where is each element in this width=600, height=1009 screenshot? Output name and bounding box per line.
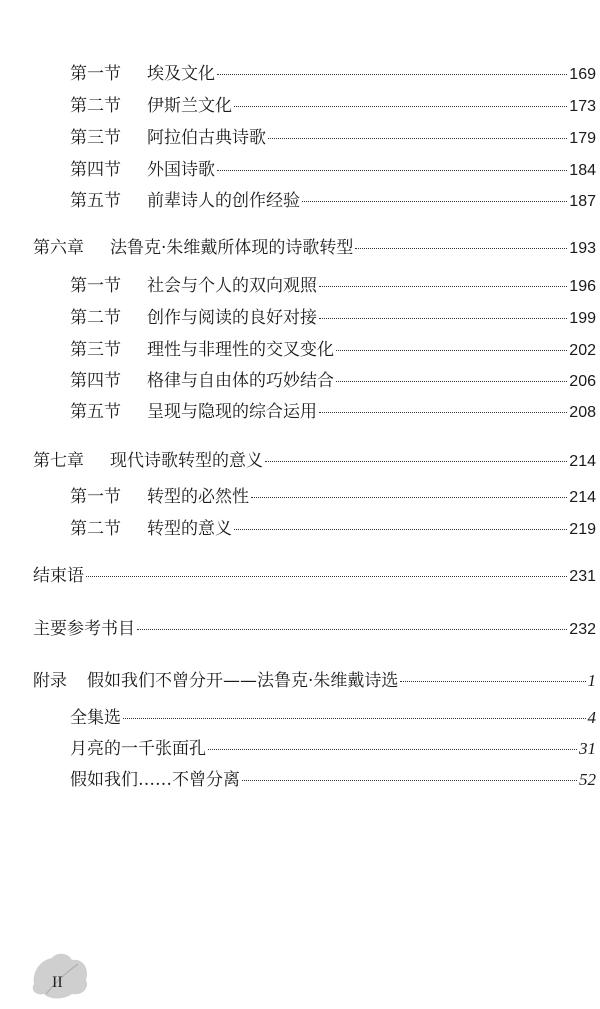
dot-leader [123, 718, 586, 719]
section-title: 转型的意义 [147, 519, 232, 539]
dot-leader [355, 248, 567, 249]
appendix-item-title: 假如我们……不曾分离 [70, 770, 240, 790]
section-label: 第一节 [70, 276, 121, 296]
dot-leader [265, 461, 567, 462]
toc-entry[interactable] [70, 96, 596, 117]
section-title: 前辈诗人的创作经验 [147, 191, 300, 211]
chapter-label: 第七章 [33, 451, 84, 471]
page-number: 173 [569, 98, 596, 115]
toc-entry[interactable] [70, 64, 596, 85]
section-title: 呈现与隐现的综合运用 [147, 402, 317, 422]
section-label: 第四节 [70, 160, 121, 180]
page-number: 187 [569, 193, 596, 210]
page-number: 208 [569, 404, 596, 421]
section-title: 外国诗歌 [147, 160, 215, 180]
toc-entry[interactable] [70, 191, 596, 212]
section-label: 第三节 [70, 340, 121, 360]
page-number: 219 [569, 521, 596, 538]
section-label: 第二节 [70, 308, 121, 328]
toc-entry[interactable] [70, 739, 596, 759]
dot-leader [242, 780, 577, 781]
toc-chapter-entry[interactable] [33, 451, 596, 472]
page-number: 214 [569, 453, 596, 470]
section-title: 伊斯兰文化 [147, 96, 232, 116]
page-number: 52 [579, 770, 596, 789]
dot-leader [234, 106, 567, 107]
dot-leader [319, 318, 567, 319]
page-number: 199 [569, 310, 596, 327]
dot-leader [208, 749, 577, 750]
dot-leader [319, 412, 567, 413]
toc-entry[interactable] [70, 770, 596, 790]
page-number: 202 [569, 342, 596, 359]
section-label: 第二节 [70, 96, 121, 116]
toc-entry[interactable] [70, 371, 596, 392]
dot-leader [251, 497, 567, 498]
dot-leader [234, 529, 567, 530]
toc-chapter-entry[interactable] [33, 238, 596, 259]
toc-entry[interactable] [70, 160, 596, 181]
section-label: 第三节 [70, 128, 121, 148]
dot-leader [302, 201, 567, 202]
toc-entry[interactable] [70, 519, 596, 540]
section-label: 第一节 [70, 487, 121, 507]
page-number: 232 [569, 621, 596, 638]
page-number: 214 [569, 489, 596, 506]
toc-entry[interactable] [70, 128, 596, 149]
toc-entry[interactable] [70, 402, 596, 423]
page-number: 193 [569, 240, 596, 257]
toc-entry[interactable] [70, 708, 596, 728]
chapter-title: 法鲁克·朱维戴所体现的诗歌转型 [110, 238, 354, 258]
page-number: 169 [569, 66, 596, 83]
section-title: 转型的必然性 [147, 487, 249, 507]
section-title: 埃及文化 [147, 64, 215, 84]
appendix-title: 假如我们不曾分开——法鲁克·朱维戴诗选 [87, 671, 399, 691]
toc-entry[interactable] [70, 276, 596, 297]
page-number: 179 [569, 130, 596, 147]
appendix-item-title: 全集选 [70, 708, 121, 728]
section-label: 第四节 [70, 371, 121, 391]
dot-leader [400, 681, 585, 682]
section-title: 社会与个人的双向观照 [147, 276, 317, 296]
section-title: 理性与非理性的交叉变化 [147, 340, 334, 360]
toc-chapter-entry[interactable] [33, 619, 596, 640]
section-title: 格律与自由体的巧妙结合 [147, 371, 334, 391]
toc-entry[interactable] [70, 487, 596, 508]
dot-leader [336, 350, 567, 351]
chapter-title: 现代诗歌转型的意义 [110, 451, 263, 471]
toc-chapter-entry[interactable] [33, 671, 596, 691]
toc-entry[interactable] [70, 340, 596, 361]
section-title: 创作与阅读的良好对接 [147, 308, 317, 328]
page-number: 196 [569, 278, 596, 295]
page-number: 231 [569, 568, 596, 585]
chapter-label: 第六章 [33, 238, 84, 258]
dot-leader [86, 576, 567, 577]
appendix-item-title: 月亮的一千张面孔 [70, 739, 206, 759]
section-title: 阿拉伯古典诗歌 [147, 128, 266, 148]
toc-chapter-entry[interactable] [33, 566, 596, 587]
page-footer [28, 950, 92, 1000]
conclusion-title: 结束语 [33, 566, 84, 586]
section-label: 第五节 [70, 402, 121, 422]
page-number: 31 [579, 739, 596, 758]
page-number: 4 [587, 708, 596, 727]
dot-leader [137, 629, 567, 630]
dot-leader [217, 170, 567, 171]
dot-leader [336, 381, 567, 382]
dot-leader [319, 286, 567, 287]
page-number: 1 [587, 671, 596, 690]
dot-leader [217, 74, 567, 75]
section-label: 第二节 [70, 519, 121, 539]
dot-leader [268, 138, 567, 139]
section-label: 第一节 [70, 64, 121, 84]
section-label: 第五节 [70, 191, 121, 211]
page-number: 184 [569, 162, 596, 179]
footer-page-number: II [52, 974, 63, 991]
appendix-label: 附录 [33, 671, 67, 691]
page-number: 206 [569, 373, 596, 390]
bibliography-title: 主要参考书目 [33, 619, 135, 639]
toc-entry[interactable] [70, 308, 596, 329]
